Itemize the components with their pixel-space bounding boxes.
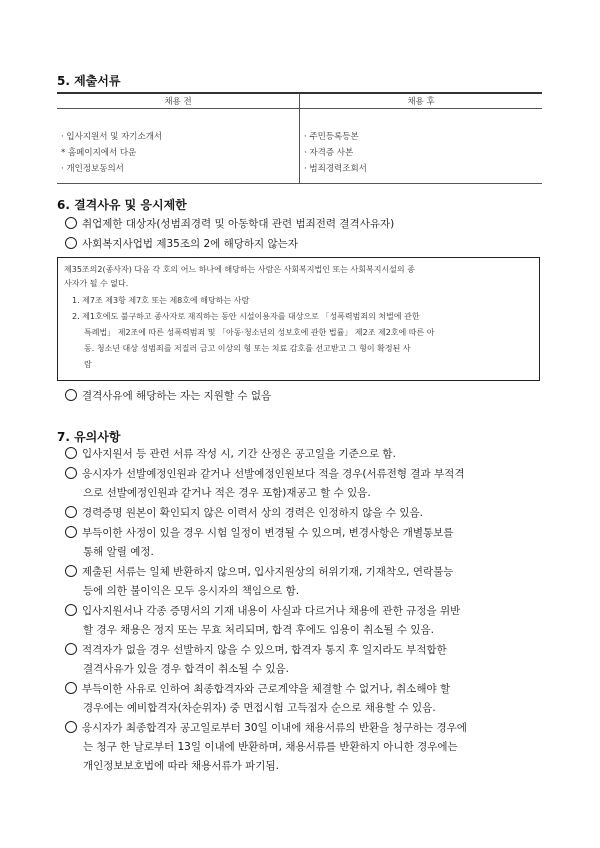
law-item-2: 2. 제1호에도 불구하고 종사자로 재직하는 동안 시설이용자를 대상으로 「성폭력범죄의 처벌에 관한 [72,312,420,321]
table-header-before: 채용 전 [57,93,300,109]
circle-bullet-icon [65,565,77,577]
circle-bullet-icon [65,237,77,249]
list-item: 응시자가 최종합격자 공고일로부터 30일 이내에 채용서류의 반환을 청구하는 경우에 [65,721,467,735]
list-item-continuation: 할 경우 채용은 정지 또는 무효 처리되며, 합격 후에도 임용이 취소될 수 있음. [83,624,435,636]
list-item: · 주민등록등본 [304,132,359,142]
list-item: · 자격증 사본 [304,148,354,158]
law-item-2: 동. 청소년 대상 성범죄를 저질러 금고 이상의 형 또는 치료 감호를 선고받고 그 형이 확정된 사 [84,344,411,353]
circle-bullet-icon [65,217,77,229]
list-item: 입사지원서나 각종 증명서의 기재 내용이 사실과 다르거나 채용에 관한 규정을 위반 [65,604,460,618]
list-item-continuation: 등에 의한 불이익은 모두 응시자의 책임으로 함. [83,585,300,597]
law-intro-line: 제35조의2(종사자) 다음 각 호의 어느 하나에 해당하는 사람은 사회복지법인 또는 사회복지시설의 종 [64,265,415,274]
section-5-title: 5. 제출서류 [57,74,121,88]
list-item: 경력증명 원본이 확인되지 않은 이력서 상의 경력은 인정하지 않을 수 있음. [65,506,423,520]
list-item: 취업제한 대상자(성범죄경력 및 아동학대 관련 범죄전력 결격사유자) [65,217,394,231]
circle-bullet-icon [65,467,77,479]
list-item: 결격사유에 해당하는 자는 지원할 수 없음 [65,389,271,403]
circle-bullet-icon [65,643,77,655]
list-item-continuation: 는 청구 한 날로부터 13일 이내에 반환하며, 채용서류를 반환하지 아니한 경우에는 [83,741,458,753]
list-item: 응시자가 선발예정인원과 같거나 선발예정인원보다 적을 경우(서류전형 결과 부적격 [65,467,464,481]
list-item: 입사지원서 등 관련 서류 작성 시, 기간 산정은 공고일을 기준으로 함. [65,447,396,461]
law-item-2: 특례법」 제2조에 따른 성폭력범죄 및 「아동·청소년의 성보호에 관한 법률」 제2조 제2호에 따른 아 [84,328,435,337]
list-item-continuation: 결격사유가 있을 경우 합격이 취소될 수 있음. [83,663,289,675]
list-item: · 범죄경력조회서 [304,164,367,174]
circle-bullet-icon [65,682,77,694]
circle-bullet-icon [65,506,77,518]
law-item-2: 람 [84,360,92,369]
law-intro-line: 사자가 될 수 없다. [64,279,129,288]
list-item-continuation: 으로 선발예정인원과 같거나 적은 경우 포함)재공고 할 수 있음. [83,487,371,499]
table-header-after: 채용 후 [300,93,543,109]
list-item-continuation: 개인정보보호법에 따라 채용서류가 파기됨. [83,760,279,772]
law-item-1: 1. 제7조 제3항 제7호 또는 제8호에 해당하는 사람 [72,296,250,305]
before-hire-cell [57,109,300,184]
list-item: 제출된 서류는 일체 반환하지 않으며, 입사지원상의 허위기재, 기재착오, 연락불능 [65,565,453,579]
list-item-continuation: 경우에는 예비합격자(차순위자) 중 면접시험 고득점자 순으로 채용할 수 있음. [83,702,436,714]
circle-bullet-icon [65,604,77,616]
circle-bullet-icon [65,721,77,733]
list-item: 부득이한 사유로 인하여 최종합격자와 근로계약을 체결할 수 없거나, 취소해야 할 [65,682,450,696]
after-hire-cell [300,109,543,184]
circle-bullet-icon [65,526,77,538]
list-item: · 개인정보동의서 [61,164,124,174]
law-excerpt-box [57,257,540,381]
list-item-continuation: 통해 알릴 예정. [83,546,154,558]
list-item: * 홈페이지에서 다운 [61,148,137,158]
circle-bullet-icon [65,389,77,401]
section-7-title: 7. 유의사항 [57,430,121,444]
list-item: 적격자가 없을 경우 선발하지 않을 수 있으며, 합격자 통지 후 일지라도 부적합한 [65,643,447,657]
list-item: 부득이한 사정이 있을 경우 시험 일정이 변경될 수 있으며, 변경사항은 개별통보를 [65,526,453,540]
circle-bullet-icon [65,447,77,459]
list-item: 사회복지사업법 제35조의 2에 해당하지 않는자 [65,237,298,251]
documents-table [57,92,542,184]
list-item: · 입사지원서 및 자기소개서 [61,132,163,142]
section-6-title: 6. 결격사유 및 응시제한 [57,198,187,212]
